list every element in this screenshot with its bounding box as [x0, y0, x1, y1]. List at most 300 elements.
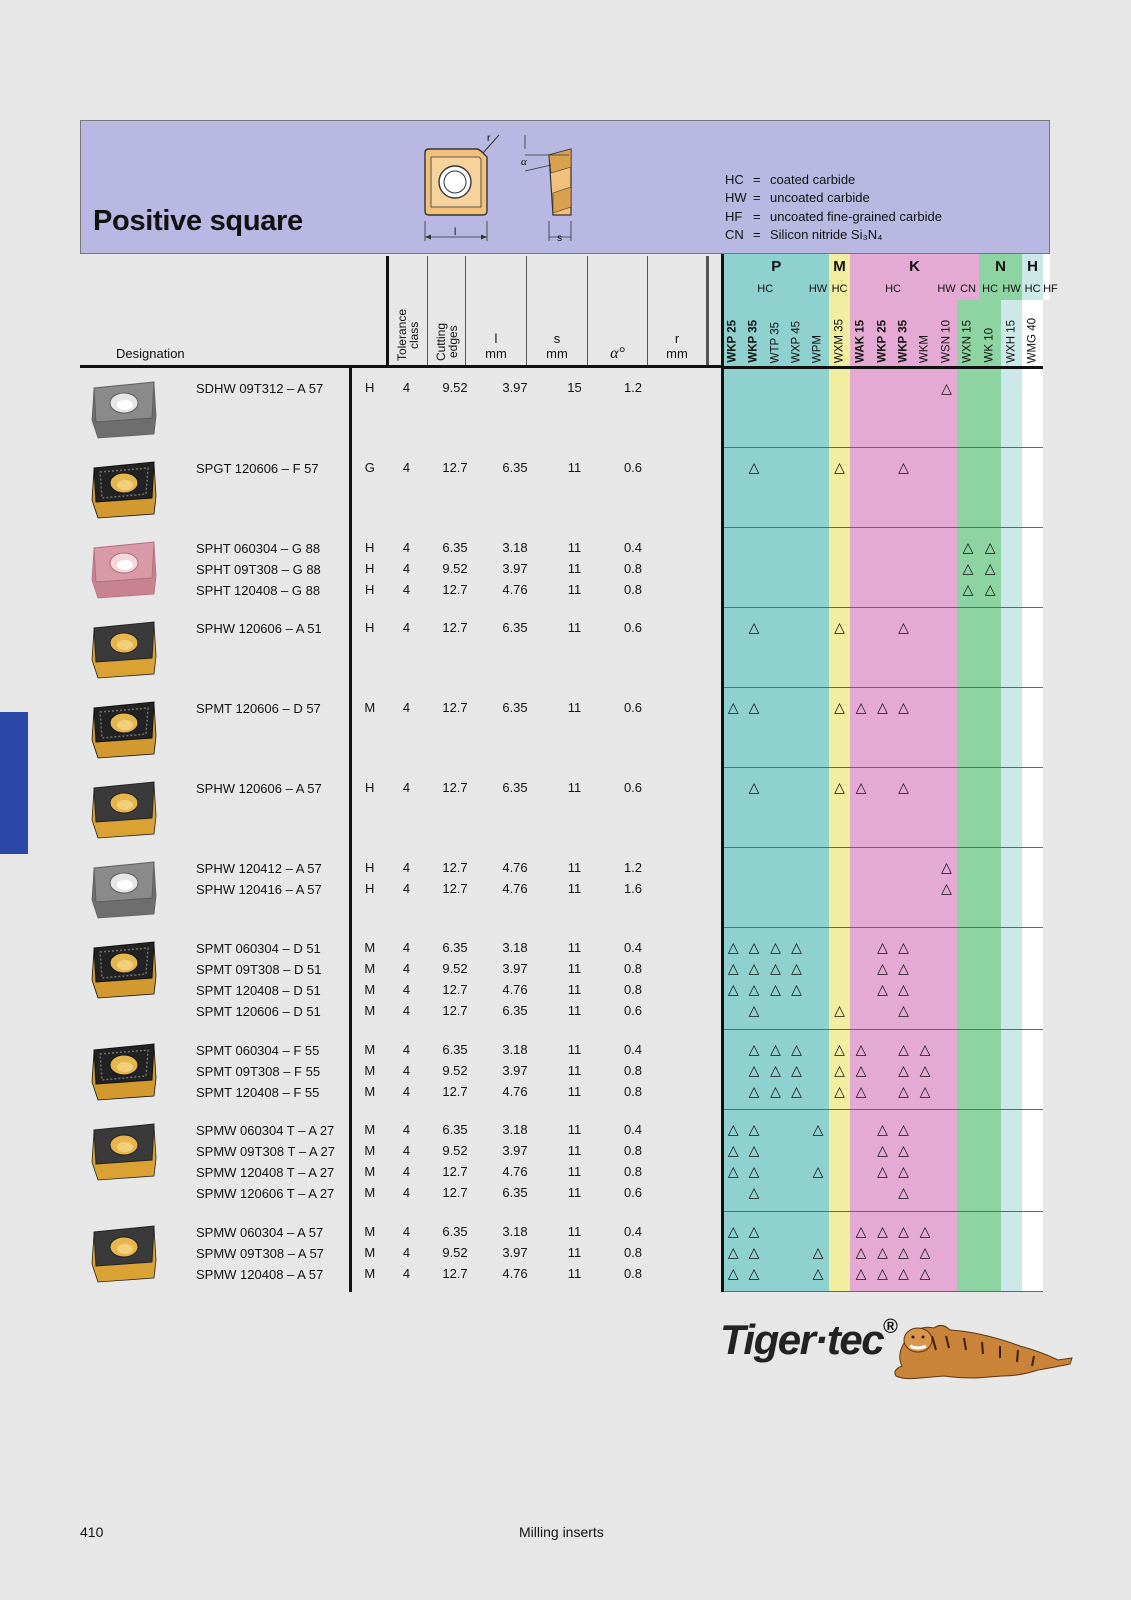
grade-header: WKP 35: [893, 300, 914, 368]
availability-mark: △: [770, 981, 781, 997]
availability-mark: △: [727, 1244, 739, 1260]
availability-mark: [765, 617, 786, 638]
length-l-cell: [425, 1030, 485, 1110]
availability-mark: △: [984, 539, 996, 555]
availability-mark: [936, 937, 957, 958]
availability-mark: [1001, 1242, 1022, 1263]
clearance-angle: 11: [567, 779, 582, 795]
grade-cell: [1001, 448, 1022, 528]
availability-mark: [1022, 378, 1043, 399]
designation: SPHW 120412 – A 57: [196, 860, 322, 876]
tolerance-class: M: [364, 1062, 376, 1078]
availability-mark: [807, 937, 829, 958]
availability-mark: [936, 1161, 957, 1182]
clearance-angle-cell: [545, 928, 604, 1030]
availability-mark: △: [834, 779, 845, 795]
grade-cell: [936, 528, 957, 608]
designation: SPMW 120408 T – A 27: [196, 1164, 335, 1180]
availability-mark: [872, 537, 893, 558]
corner-radius: 1.2: [623, 379, 643, 395]
thickness-s-cell: [485, 608, 545, 688]
grade-cell: [893, 448, 914, 528]
availability-mark: [979, 457, 1001, 478]
spacer-cell: [662, 768, 722, 848]
grade-cell: [893, 528, 914, 608]
availability-mark: [872, 558, 893, 579]
availability-mark: △: [791, 1041, 802, 1057]
grade-cell: [893, 608, 914, 688]
grade-header: WTP 35: [765, 300, 786, 368]
grade-cell: [829, 768, 850, 848]
availability-mark: [807, 777, 829, 798]
availability-mark: [850, 558, 872, 579]
availability-mark: △: [962, 581, 974, 597]
availability-mark: △: [834, 619, 845, 635]
tolerance-class: M: [364, 1142, 376, 1158]
corner-radius: 0.8: [623, 1062, 643, 1078]
availability-mark: [1022, 697, 1043, 718]
cutting-edges-cell: [388, 368, 425, 448]
availability-mark: [1022, 937, 1043, 958]
thickness-s: 6.35: [502, 779, 528, 795]
grade-cell: [743, 688, 765, 768]
designation: SPMW 120408 – A 57: [196, 1266, 324, 1282]
availability-mark: [724, 1039, 744, 1060]
availability-mark: [914, 958, 936, 979]
clearance-angle: 11: [567, 1142, 582, 1158]
availability-mark: [1022, 1221, 1043, 1242]
corner-radius: 0.4: [623, 539, 643, 555]
availability-mark: [807, 1039, 829, 1060]
logo-registered: ®: [883, 1316, 898, 1338]
availability-mark: [979, 378, 1001, 399]
grade-cell: [850, 848, 872, 928]
cutting-edges: 4: [402, 880, 411, 896]
grade-cell: [1001, 528, 1022, 608]
availability-mark: [829, 1242, 850, 1263]
l-header: l mm: [466, 256, 527, 367]
availability-mark: [957, 1182, 979, 1203]
tolerance-class: H: [365, 539, 375, 555]
grade-cell: [850, 768, 872, 848]
availability-mark: △: [898, 1062, 909, 1078]
availability-mark: [807, 378, 829, 399]
cutting-edges-cell: [388, 1212, 425, 1292]
availability-mark: [914, 1161, 936, 1182]
clearance-angle: 11: [567, 1041, 582, 1057]
length-l: 12.7: [442, 459, 468, 475]
grade-cell: [1001, 768, 1022, 848]
legend-row-hw: HW = uncoated carbide: [725, 190, 870, 206]
cutting-edges: 4: [402, 1002, 411, 1018]
availability-mark: △: [791, 939, 802, 955]
clearance-angle: 11: [567, 859, 582, 875]
availability-mark: △: [727, 1223, 739, 1239]
availability-mark: △: [748, 619, 760, 635]
availability-mark: [914, 1140, 936, 1161]
availability-mark: [850, 1119, 872, 1140]
grade-cell: [829, 1110, 850, 1212]
spacer-cell: [662, 848, 722, 928]
tolerance-class-cell: [350, 928, 388, 1030]
availability-mark: [1001, 777, 1022, 798]
availability-mark: [743, 558, 765, 579]
insert-row: [80, 928, 1050, 1030]
grade-cell: [807, 1110, 829, 1212]
availability-mark: [1001, 1081, 1022, 1102]
thickness-s: 6.35: [502, 619, 528, 635]
grade-cell: [722, 688, 743, 768]
availability-mark: [1022, 1119, 1043, 1140]
grade-cell: [914, 448, 936, 528]
insert-image: [80, 776, 349, 842]
availability-mark: [979, 1081, 1001, 1102]
corner-radius-cell: [604, 608, 662, 688]
availability-mark: [914, 1000, 936, 1021]
thickness-s: 3.97: [502, 379, 528, 395]
grade-cell: [936, 608, 957, 688]
availability-mark: [765, 1242, 786, 1263]
corner-radius-cell: [604, 1110, 662, 1212]
tolerance-class: H: [365, 379, 375, 395]
availability-mark: [914, 579, 936, 600]
availability-mark: [1001, 878, 1022, 899]
grade-cell: [850, 528, 872, 608]
availability-mark: [850, 617, 872, 638]
designation: SPMW 060304 – A 57: [196, 1224, 324, 1240]
designation: SPHW 120416 – A 57: [196, 881, 322, 897]
tolerance-class-cell: [350, 848, 388, 928]
diagram-s-label: s: [557, 233, 562, 244]
clearance-angle-cell: [545, 1030, 604, 1110]
grade-cell: [786, 1212, 807, 1292]
clearance-angle: 11: [567, 880, 582, 896]
cutting-edges: 4: [402, 1184, 411, 1200]
grade-cell: [893, 368, 914, 448]
grade-cell: [829, 1030, 850, 1110]
length-l-cell: [425, 528, 485, 608]
insert-image: [80, 536, 349, 607]
availability-mark: [786, 878, 807, 899]
grade-cell: [872, 768, 893, 848]
availability-mark: △: [812, 1265, 824, 1281]
grade-cell: [936, 1110, 957, 1212]
insert-image-cell: [80, 928, 350, 1030]
insert-image: [80, 376, 349, 442]
availability-mark: [1022, 777, 1043, 798]
thickness-s: 3.18: [502, 1041, 528, 1057]
availability-mark: △: [919, 1062, 931, 1078]
availability-mark: [724, 378, 744, 399]
cutting-edges: 4: [402, 779, 411, 795]
insert-diagram: [421, 127, 631, 251]
availability-mark: [957, 857, 979, 878]
grade-cell: [722, 1110, 743, 1212]
availability-mark: △: [770, 1041, 781, 1057]
availability-mark: [893, 857, 914, 878]
insert-image-cell: [80, 848, 350, 928]
availability-mark: [786, 457, 807, 478]
designation: SPMT 120606 – D 57: [196, 700, 321, 716]
thickness-s: 4.76: [502, 880, 528, 896]
grade-cell: [786, 928, 807, 1030]
availability-mark: △: [748, 1142, 760, 1158]
availability-mark: △: [727, 1265, 739, 1281]
length-l: 12.7: [442, 1163, 468, 1179]
length-l: 12.7: [442, 1184, 468, 1200]
grade-cell: [807, 688, 829, 768]
grade-cell: [807, 848, 829, 928]
availability-mark: [893, 878, 914, 899]
availability-mark: [765, 697, 786, 718]
tolerance-class-cell: [350, 768, 388, 848]
availability-mark: [872, 579, 893, 600]
availability-mark: △: [748, 1265, 760, 1281]
availability-mark: [807, 958, 829, 979]
availability-mark: [807, 1182, 829, 1203]
spacer-cell: [662, 1110, 722, 1212]
availability-mark: [914, 537, 936, 558]
grade-cell: [743, 1110, 765, 1212]
availability-mark: [872, 1081, 893, 1102]
availability-mark: [1001, 558, 1022, 579]
availability-mark: [786, 617, 807, 638]
grade-cell: [743, 368, 765, 448]
availability-mark: [829, 1161, 850, 1182]
grade-cell: [1001, 368, 1022, 448]
availability-mark: [893, 537, 914, 558]
availability-mark: [893, 378, 914, 399]
s-header: s mm: [527, 256, 588, 367]
subgroup-cn: CN: [957, 278, 979, 300]
length-l-cell: [425, 448, 485, 528]
grade-cell: [722, 848, 743, 928]
tolerance-class: M: [364, 699, 376, 715]
insert-image: [80, 936, 349, 1028]
availability-mark: [786, 579, 807, 600]
availability-mark: △: [812, 1121, 824, 1137]
designation: SPMW 09T308 – A 57: [196, 1245, 324, 1261]
clearance-angle: 11: [567, 581, 582, 597]
grade-cell: [807, 768, 829, 848]
length-l-cell: [425, 928, 485, 1030]
thickness-s: 3.97: [502, 960, 528, 976]
availability-mark: [914, 378, 936, 399]
availability-mark: [872, 777, 893, 798]
grade-cell: [872, 448, 893, 528]
availability-mark: [914, 558, 936, 579]
insert-row: [80, 608, 1050, 688]
availability-mark: [914, 457, 936, 478]
availability-mark: [850, 1182, 872, 1203]
grade-cell: [936, 768, 957, 848]
tolerance-class: H: [365, 581, 375, 597]
length-l: 9.52: [442, 1062, 468, 1078]
availability-mark: △: [748, 1121, 760, 1137]
insert-image-cell: [80, 688, 350, 768]
availability-mark: [979, 937, 1001, 958]
availability-mark: △: [834, 699, 845, 715]
insert-image: [80, 696, 349, 762]
subgroup-hc: HC: [722, 278, 807, 300]
designation: SPHW 120606 – A 51: [196, 620, 322, 636]
grade-cell: [872, 528, 893, 608]
subgroup-hf: HF: [1043, 278, 1050, 300]
tolerance-class: H: [365, 859, 375, 875]
availability-mark: [850, 537, 872, 558]
grade-cell: [957, 928, 979, 1030]
availability-mark: [979, 1140, 1001, 1161]
cutting-edges: 4: [402, 1062, 411, 1078]
availability-mark: △: [748, 459, 760, 475]
availability-mark: [807, 857, 829, 878]
cutting-edges: 4: [402, 619, 411, 635]
grade-cell: [979, 688, 1001, 768]
availability-mark: [786, 697, 807, 718]
clearance-angle-cell: [545, 768, 604, 848]
insert-image-cell: [80, 768, 350, 848]
availability-mark: [786, 1221, 807, 1242]
availability-mark: [1001, 979, 1022, 1000]
thickness-s: 3.97: [502, 560, 528, 576]
length-l: 12.7: [442, 699, 468, 715]
availability-mark: [1001, 579, 1022, 600]
availability-mark: [1022, 1263, 1043, 1284]
availability-mark: △: [727, 1163, 739, 1179]
availability-mark: [893, 579, 914, 600]
corner-radius: 0.8: [623, 1142, 643, 1158]
availability-mark: [743, 378, 765, 399]
availability-mark: [724, 857, 744, 878]
availability-mark: [786, 777, 807, 798]
grade-cell: [786, 1030, 807, 1110]
corner-radius: 1.6: [623, 880, 643, 896]
designation: SPMT 120408 – F 55: [196, 1084, 320, 1100]
availability-mark: [807, 878, 829, 899]
tolerance-class: M: [364, 1121, 376, 1137]
availability-mark: [893, 558, 914, 579]
availability-mark: [850, 457, 872, 478]
grade-cell: [979, 1030, 1001, 1110]
clearance-angle-cell: [545, 1110, 604, 1212]
availability-mark: [936, 1242, 957, 1263]
clearance-angle-cell: [545, 608, 604, 688]
tolerance-class-cell: [350, 528, 388, 608]
designation: SPMT 060304 – D 51: [196, 940, 321, 956]
availability-mark: △: [834, 1002, 845, 1018]
availability-mark: [743, 878, 765, 899]
cutting-edges: 4: [402, 1121, 411, 1137]
grade-header: WXH 15: [1001, 300, 1022, 368]
grade-cell: [957, 608, 979, 688]
availability-mark: [936, 558, 957, 579]
grade-cell: [957, 768, 979, 848]
availability-mark: △: [919, 1223, 931, 1239]
availability-mark: [936, 1060, 957, 1081]
corner-radius: 0.6: [623, 1002, 643, 1018]
availability-mark: [979, 1000, 1001, 1021]
availability-mark: △: [898, 939, 909, 955]
availability-mark: [872, 1182, 893, 1203]
availability-mark: [829, 378, 850, 399]
clearance-angle: 15: [567, 379, 582, 395]
availability-mark: [1022, 857, 1043, 878]
corner-radius: 0.8: [623, 1083, 643, 1099]
availability-mark: [724, 579, 744, 600]
availability-mark: [1001, 697, 1022, 718]
grade-cell: [722, 1212, 743, 1292]
grade-cell: [914, 1110, 936, 1212]
cutting-edges: 4: [402, 699, 411, 715]
tigertec-logo: [720, 1306, 1080, 1395]
insert-image-cell: [80, 1030, 350, 1110]
availability-mark: [807, 558, 829, 579]
clearance-angle-cell: [545, 368, 604, 448]
availability-mark: △: [855, 779, 867, 795]
designation: SPHT 060304 – G 88: [196, 540, 321, 556]
grade-cell: [872, 1030, 893, 1110]
grade-cell: [914, 848, 936, 928]
header-band: [80, 120, 1050, 254]
group-h: H: [1022, 254, 1043, 278]
tolerance-class: M: [364, 981, 376, 997]
group-hf: [1043, 254, 1050, 278]
availability-mark: △: [877, 960, 888, 976]
availability-mark: △: [962, 560, 974, 576]
thickness-s: 4.76: [502, 1265, 528, 1281]
grade-cell: [936, 1212, 957, 1292]
grade-cell: [786, 848, 807, 928]
r-header: r mm: [648, 256, 708, 367]
availability-mark: △: [770, 1062, 781, 1078]
thickness-s-cell: [485, 1110, 545, 1212]
designation: SPHW 120606 – A 57: [196, 780, 322, 796]
grade-cell: [1022, 1110, 1043, 1212]
grade-cell: [1022, 928, 1043, 1030]
thickness-s-cell: [485, 528, 545, 608]
grade-cell: [1022, 1212, 1043, 1292]
corner-radius: 1.2: [623, 859, 643, 875]
spacer-cell: [662, 608, 722, 688]
grade-cell: [722, 768, 743, 848]
availability-mark: [914, 1119, 936, 1140]
group-m: M: [829, 254, 850, 278]
cutting-edges-cell: [388, 688, 425, 768]
thickness-s: 3.18: [502, 539, 528, 555]
spacer-cell: [662, 1212, 722, 1292]
cutting-edges: 4: [402, 981, 411, 997]
availability-mark: [743, 857, 765, 878]
availability-mark: [786, 1263, 807, 1284]
grade-cell: [872, 368, 893, 448]
availability-mark: [957, 1242, 979, 1263]
availability-mark: △: [898, 960, 909, 976]
availability-mark: △: [877, 1265, 888, 1281]
length-l-cell: [425, 848, 485, 928]
availability-mark: [936, 958, 957, 979]
availability-mark: △: [791, 960, 802, 976]
designation: SPMW 09T308 T – A 27: [196, 1143, 335, 1159]
availability-mark: [957, 1263, 979, 1284]
grade-cell: [1022, 608, 1043, 688]
availability-mark: △: [898, 1041, 909, 1057]
availability-mark: [765, 1119, 786, 1140]
grade-cell: [786, 448, 807, 528]
tolerance-class: M: [364, 1184, 376, 1200]
availability-mark: △: [748, 1002, 760, 1018]
availability-mark: [786, 857, 807, 878]
availability-mark: [872, 878, 893, 899]
